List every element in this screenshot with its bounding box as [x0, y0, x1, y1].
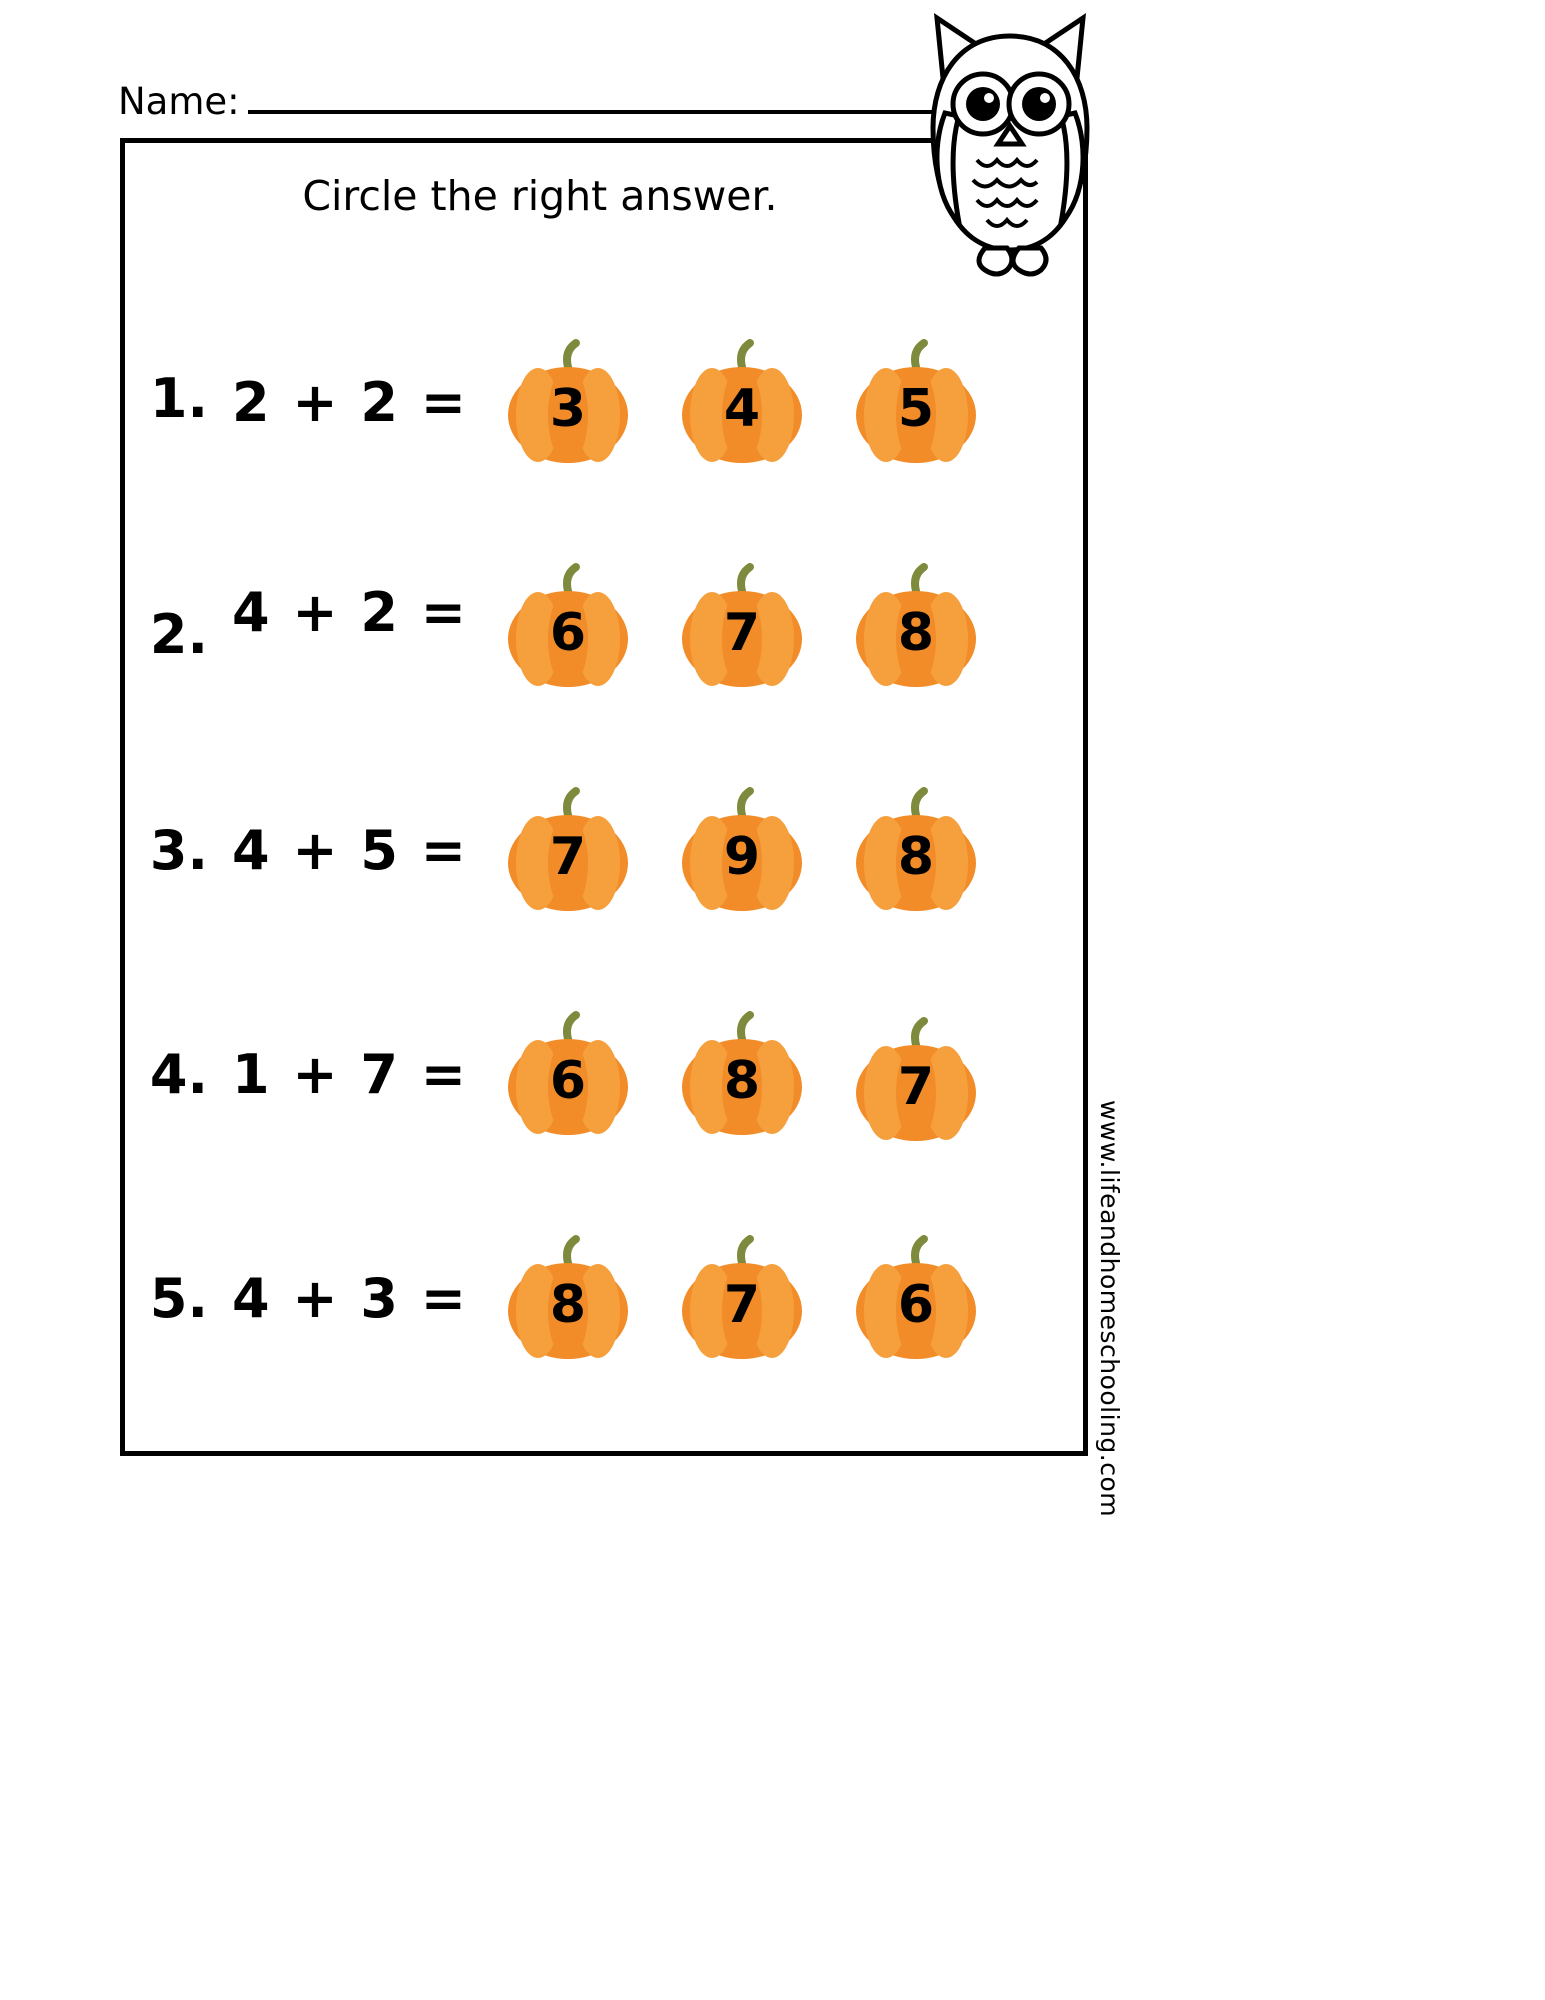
answer-value: 7	[723, 1275, 761, 1335]
problem-expression: 1 + 7 =	[232, 1042, 469, 1106]
answer-choice-pumpkin[interactable]	[494, 561, 642, 691]
problem-expression: 4 + 2 =	[232, 580, 469, 644]
answer-value: 3	[549, 379, 587, 439]
answer-choices	[494, 337, 990, 467]
answer-choice-pumpkin[interactable]	[842, 561, 990, 691]
answer-choice-pumpkin[interactable]	[668, 337, 816, 467]
problem-number: 3.	[149, 818, 208, 882]
answer-value: 6	[549, 603, 587, 663]
answer-value: 9	[723, 827, 761, 887]
answer-choices	[494, 1233, 990, 1363]
problem-row	[120, 1186, 1088, 1410]
problem-list	[120, 290, 1088, 1410]
answer-choice-pumpkin[interactable]	[668, 785, 816, 915]
answer-value: 8	[723, 1051, 761, 1111]
problem-row	[120, 290, 1088, 514]
problem-row	[120, 738, 1088, 962]
answer-choice-pumpkin[interactable]	[842, 1233, 990, 1363]
answer-choice-pumpkin[interactable]	[494, 785, 642, 915]
answer-choice-pumpkin[interactable]	[668, 1233, 816, 1363]
page-title: Circle the right answer.	[302, 172, 778, 220]
answer-choice-pumpkin[interactable]	[668, 1009, 816, 1139]
problem-row	[120, 514, 1088, 738]
problem-number: 2.	[149, 602, 208, 666]
answer-value: 6	[549, 1051, 587, 1111]
answer-value: 8	[549, 1275, 587, 1335]
answer-choice-pumpkin[interactable]	[842, 337, 990, 467]
problem-expression: 4 + 5 =	[232, 818, 469, 882]
problem-expression: 4 + 3 =	[232, 1266, 469, 1330]
problem-number: 4.	[149, 1042, 208, 1106]
answer-choice-pumpkin[interactable]	[494, 1009, 642, 1139]
answer-choice-pumpkin[interactable]	[494, 1233, 642, 1363]
answer-value: 6	[897, 1275, 935, 1335]
problem-number: 1.	[149, 366, 208, 430]
answer-value: 7	[723, 603, 761, 663]
answer-choice-pumpkin[interactable]	[494, 337, 642, 467]
owl-icon	[915, 8, 1105, 278]
answer-choices	[494, 785, 990, 915]
answer-value: 7	[897, 1057, 935, 1117]
name-label: Name:	[118, 80, 240, 123]
answer-choice-pumpkin[interactable]	[842, 785, 990, 915]
answer-value: 4	[723, 379, 761, 439]
answer-value: 5	[897, 379, 935, 439]
problem-row	[120, 962, 1088, 1186]
answer-choice-pumpkin[interactable]	[842, 1015, 990, 1145]
problem-expression: 2 + 2 =	[232, 370, 469, 434]
answer-value: 8	[897, 827, 935, 887]
answer-choice-pumpkin[interactable]	[668, 561, 816, 691]
answer-value: 7	[549, 827, 587, 887]
answer-choices	[494, 1009, 990, 1139]
answer-value: 8	[897, 603, 935, 663]
name-field-row	[118, 80, 938, 123]
answer-choices	[494, 561, 990, 691]
name-input-blank[interactable]	[248, 80, 938, 114]
problem-number: 5.	[149, 1266, 208, 1330]
site-url-watermark: www.lifeandhomeschooling.com	[1095, 1100, 1124, 1518]
